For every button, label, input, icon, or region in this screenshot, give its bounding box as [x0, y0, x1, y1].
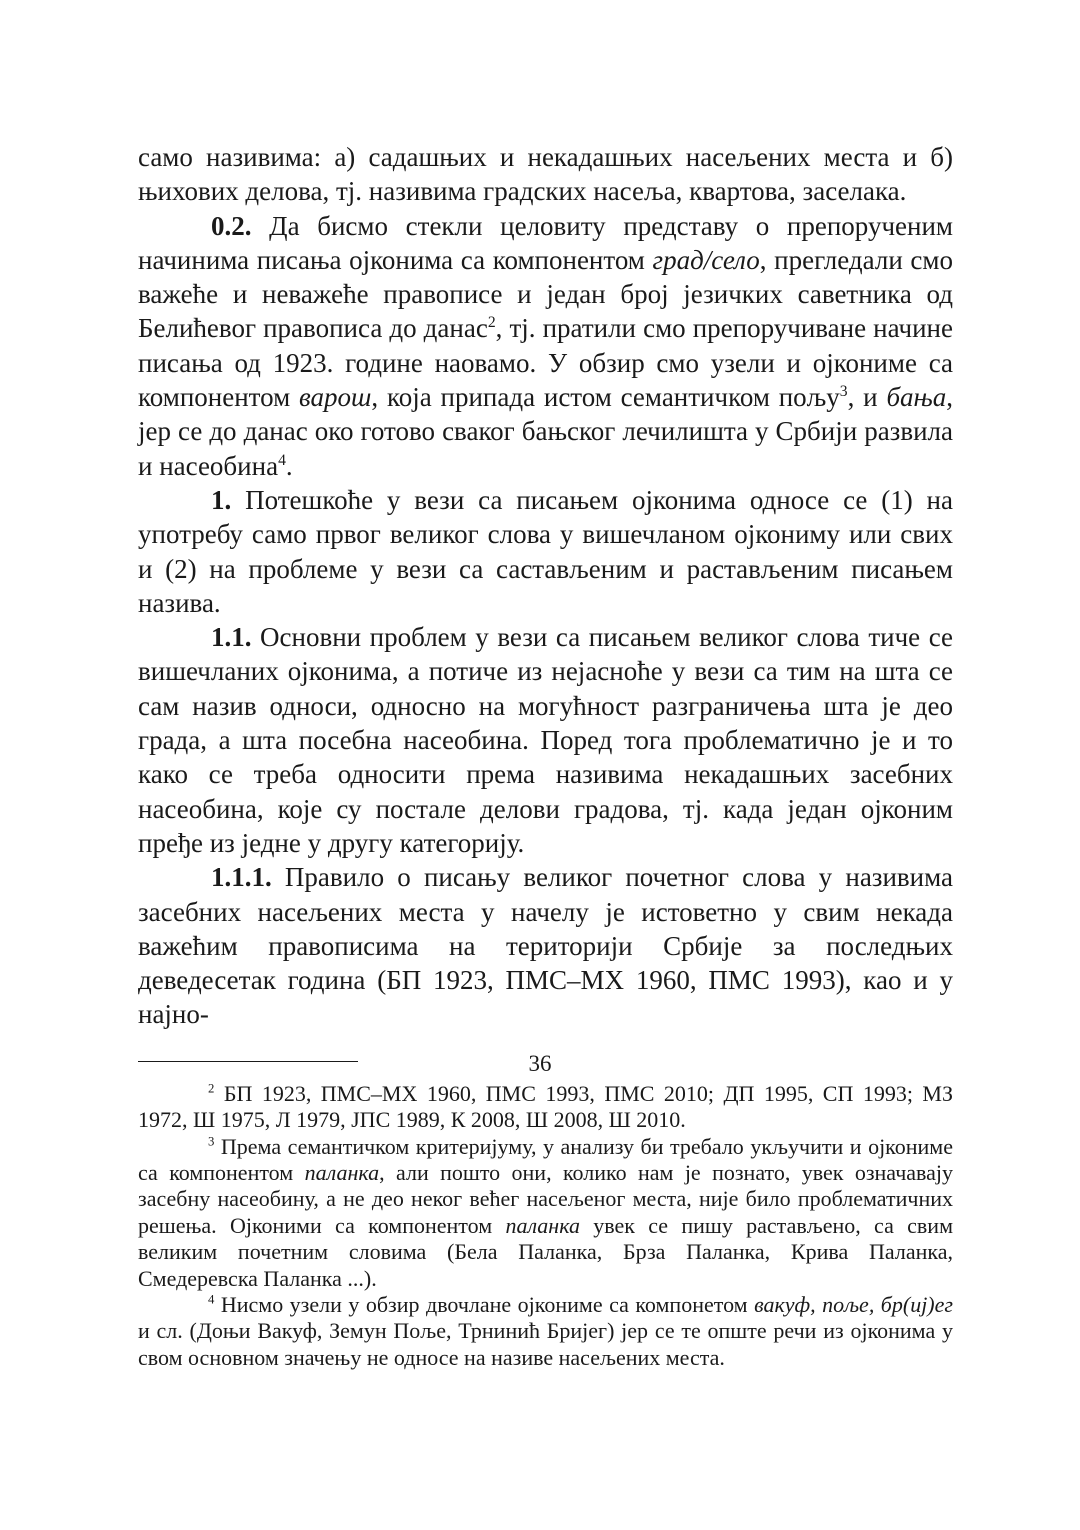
section-number: 1.: [211, 484, 232, 515]
footnote-2: [138, 1081, 953, 1134]
italic-term: вакуф, поље, бр(иј)ег: [754, 1291, 953, 1317]
footnote-ref: 3: [839, 383, 848, 401]
paragraph-text: Да бисмо стекли целовиту представу о препорученим начинима писања ојконима са компонентом: [138, 210, 953, 275]
italic-term: паланка: [505, 1212, 580, 1238]
paragraph-1-1-1: [138, 860, 953, 1031]
footnote-text: , али пошто они, колико нам је познато, увек означавају засебну насеобину, а не део неког већег насељеног места, није било проблематичних решења. Ојконими са компонентом: [138, 1159, 953, 1238]
section-number: 0.2.: [211, 210, 252, 241]
footnote-text: Према семантичком критеријуму, у анализу би требало укључити и ојкониме са компонентом: [138, 1133, 953, 1185]
footnote-text: БП 1923, ПМС–МХ 1960, ПМС 1993, ПМС 2010; ДП 1995, СП 1993; МЗ 1972, Ш 1975, Л 1979, ЈПС 1989, К 2008, Ш 2008, Ш 2010.: [138, 1080, 953, 1133]
paragraph-text: Потешкоће у вези са писањем ојконима односе се (1) на употребу само првог великог слова у вишечланом ојкониму или свих и (2) на проблеме у вези са састављеним и растављеним писањем назива.: [138, 484, 953, 618]
footnote-ref: 2: [487, 314, 496, 332]
italic-term: бања: [886, 382, 947, 413]
page-content: [138, 140, 953, 1371]
paragraph-text: само називима: а) садашњих и некадашњих насељених места и б) њихових делова, тј. називима градских насеља, квартова, заселака.: [138, 142, 953, 207]
paragraph-text: , прегледали смо важеће и неважеће правописе и један број језичких саветника од Белићевог правописа до данас: [138, 244, 953, 344]
paragraph-1: [138, 483, 953, 620]
paragraph-text: , и: [847, 382, 887, 413]
footnote-ref: 4: [278, 451, 286, 469]
page-number: 36: [528, 1051, 552, 1076]
paragraph-continuation: [138, 140, 953, 209]
section-number: 1.1.: [211, 622, 252, 653]
italic-term: варош: [298, 382, 372, 413]
footnote-mark: 3: [208, 1134, 215, 1149]
footnote-mark: 2: [208, 1081, 215, 1096]
section-number: 1.1.1.: [211, 862, 272, 893]
italic-term: град/село: [652, 244, 760, 275]
footnotes: [138, 1081, 953, 1371]
paragraph-0-2: [138, 209, 953, 483]
paragraph-text: Основни проблем у вези са писањем великог слова тиче се вишечланих ојконима, а потиче из нејасноће у вези са тим на шта се сам назив односи, односно на могућност разграничења шта је део града, а шта посебна насеобина. Поред тога проблематично је и то како се треба односити према називима некадашњих засебних насеобина, које су постале делови градова, тј. када један ојконим пређе из једне у другу категорију.: [138, 622, 953, 858]
paragraph-text: , јер се до данас око готово сваког бањског лечилишта у Србији развила и насеобина: [138, 382, 954, 481]
paragraph-text: .: [285, 450, 293, 481]
footnote-mark: 4: [208, 1292, 215, 1307]
main-text: [138, 140, 953, 1032]
footnote-3: [138, 1134, 953, 1292]
footnote-text: увек се пишу растављено, са свим великим почетним словима (Бела Паланка, Брза Паланка, Крива Паланка, Смедеревска Паланка ...).: [138, 1212, 953, 1291]
paragraph-text: Правило о писању великог почетног слова у називима засебних насељених места у начелу је истоветно у свим некада важећим правописима на територији Србије за последњих деведесетак година (БП 1923, ПМС–МХ 1960, ПМС 1993), као и у најно-: [138, 862, 953, 1030]
italic-term: паланка: [304, 1159, 380, 1185]
footnote-text: Нисмо узели у обзир двочлане ојкониме са компонетом: [214, 1291, 755, 1317]
paragraph-1-1: [138, 620, 953, 860]
paragraph-text: , тј. пратили смо препоручиване начине писања од 1923. године наовамо. У обзир смо узели и ојкониме са компонентом: [138, 313, 953, 413]
footnote-text: и сл. (Доњи Вакуф, Земун Поље, Трнинић Бријег) јер се те опште речи из ојконима у свом основном значењу не односе на називе насељених места.: [138, 1318, 953, 1370]
footnote-4: [138, 1292, 953, 1371]
paragraph-text: , која припада истом семантичком пољу: [371, 382, 840, 413]
